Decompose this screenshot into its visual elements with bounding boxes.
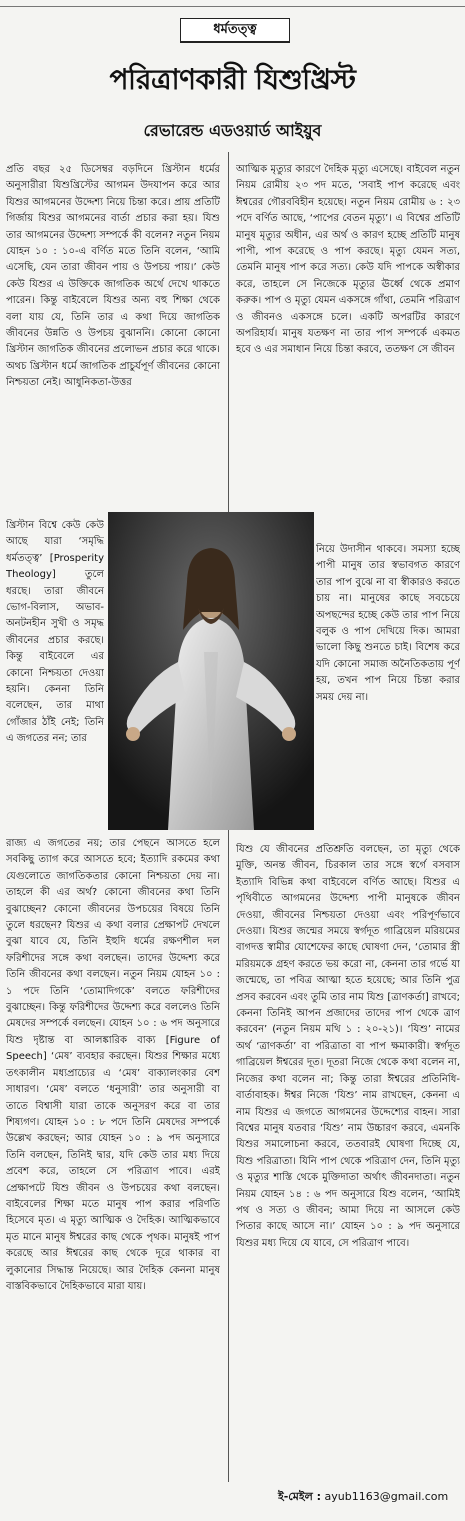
left-column-beside-image <box>6 508 104 826</box>
body-paragraph: রাজ্য এ জগতের নয়; তার পেছনে আসতে হলে সবকিছু ত্যাগ করে আসতে হবে; ইত্যাদি রকমের কথা যেগুলোতে জাগতিকতার কোনো নিশ্চয়তা দেয় না। তাহলে কী এর অর্থ? কোনো জীবনের কথা তিনি বুঝাচ্ছেন? কোনো জীবনের উপচয়ের বিষয়ে তিনি তুলে ধরছেন? যিশুর এ কথা বলার প্রেক্ষাপট দেখলে বুঝা যাবে যে, তিনি ইহুদি ধর্মের রক্ষণশীল দল ফরিশীদের সঙ্গে কথা বলছেন। তাদের উদ্দেশ্য করে তিনি জীবনের কথা বলছেন। নতুন নিয়ম যোহন ১০ : ১ পদে তিনি ‘তোমাদিগকে’ বলতে ফরিশীদের বুঝাচ্ছেন। কিন্তু ফরিশীদের উদ্দেশ্য করে বললেও তিনি মেষদের সম্পর্কে বলছেন। যোহন ১০ : ৬ পদ অনুসারে যিশু দৃষ্টান্ত বা আলঙ্কারিক বাক্য [Figure of Speech] ‘মেষ’ ব্যবহার করছেন। যিশুর শিক্ষার মধ্যে তৎকালীন মধ্যপ্রাচ্যের এ ‘মেষ’ বাক্যালংকার বেশ সাধারণ। ‘মেষ’ বলতে ‘ধনুসারী’ তার অনুসারী বা তাতে বিশ্বাসী যারা তাকে অনুসরণ করে বা তার শিষ্যগণ। যোহন ১০ : ৮ পদে তিনি মেষদের সম্পর্কে উল্লেখ করছেন; আর যোহন ১০ : ৯ পদ অনুসারে তিনি বলছেন, তিনিই দ্বার, যদি কেউ তার মধ্য দিয়ে প্রবেশ করে, তাহলে সে পরিত্রাণ পাবে। এরই প্রেক্ষাপটে যিশু জীবন ও উপচয়ের কথা বলছেন। বাইবেলের শিক্ষা মতে মানুষ পাপ করার পরিণতি হিসেবে মৃত। এ মৃত্যু আত্মিক ও দৈহিক। আত্মিকভাবে মৃত মানে মানুষ ঈশ্বরের কাছ থেকে পৃথক। মানুষই পাপ করেছে আর ঈশ্বরের কাছ থেকে দূরে থাকার বা লুকানোর সিদ্ধান্ত নিয়েছে। আর দৈহিক কেননা মানুষ বাস্তবিকভাবে দৈহিকভাবে মারা যায়। <box>6 838 220 1292</box>
right-column-top <box>236 152 460 532</box>
email-value: ayub1163@gmail.com <box>324 1490 449 1503</box>
header-rule <box>0 0 465 7</box>
article-title: পরিত্রাণকারী যিশুখ্রিস্ট <box>109 63 356 96</box>
author-email <box>278 1488 460 1507</box>
right-column-bottom <box>236 832 460 1482</box>
body-paragraph: যিশু যে জীবনের প্রতিশ্রুতি বলছেন, তা মৃত্যু থেকে মুক্তি, অনন্ত জীবন, চিরকাল তার সঙ্গে স্বর্গে বসবাস ইত্যাদি বিভিন্ন কথা বাইবেলে বর্ণিত আছে। যিশুর এ পৃথিবীতে আগমনের উদ্দেশ্য পাপী মানুষকে জীবন দেওয়া, জীবনের নিশ্চয়তা দেওয়া এবং পরিপূর্ণভাবে দেওয়া। যিশুর জন্মের সময়ে স্বর্গদূত গাব্রিয়েল মরিয়মের বাগদত্ত স্বামীর যোশেফের কাছে ঘোষণা দেন, ‘তোমার স্ত্রী মরিয়মকে গ্রহণ করতে ভয় করো না, কেননা তার গর্ভে যা জন্মেছে, তা পবিত্র আত্মা হতে হয়েছে; আর তিনি পুত্র প্রসব করবেন এবং তুমি তার নাম যিশু [ত্রাণকর্তা] রাখবে; কেননা তিনিই আপন প্রজাদের তাদের পাপ থেকে ত্রাণ করবেন’ (নতুন নিয়ম মথি ১ : ২০-২১)। ‘যিশু’ নামের অর্থ ‘ত্রাণকর্তা’ বা পরিত্রাতা বা পাপ ক্ষমাকারী। স্বর্গদূত গাব্রিয়েল ঈশ্বরের দূত। দূতরা নিজে থেকে কথা বলেন না, নিজের কথা বলেন না; কিন্তু তারা ঈশ্বরের প্রতিনিধি-বার্তাবাহক। ঈশ্বর নিজে ‘যিশু’ নাম রাখছেন, কেননা এ নাম যিশুর এ জগতে আগমনের উদ্দেশ্যের বাহন। সারা বিশ্বের মানুষ যতবার ‘যিশু’ নাম উচ্চারণ করবে, এমনকি যিশুর সমালোচনা করবে, ততবারই ঘোষণা দিচ্ছে যে, যিশু পরিত্রাতা। যিনি পাপ থেকে পরিত্রাণ দেন, তিনি মৃত্যু ও মৃত্যুর শাস্তি থেকে মুক্তিদাতা অর্থাৎ জীবনদাতা। নতুন নিয়ম যোহন ১৪ : ৬ পদ অনুসারে যিশু বলেন, ‘আমিই পথ ও সত্য ও জীবন; আমা দিয়ে না আসলে কেউ পিতার কাছে আসে না।’ যোহন ১০ : ৯ পদ অনুসারে যিশুর মধ্য দিয়ে যে যাবে, সে পরিত্রাণ পাবে। <box>236 844 460 1249</box>
section-label: ধর্মতত্ত্ব <box>213 21 257 37</box>
body-paragraph: আত্মিক মৃত্যুর কারণে দৈহিক মৃত্যু এসেছে। বাইবেল নতুন নিয়ম রোমীয় ২৩ পদ মতে, ‘সবাই পাপ করেছে এবং ঈশ্বরের গৌরববিহীন হয়েছে। নতুন নিয়ম রোমীয় ৬ : ২৩ পদে বর্ণিত আছে, ‘পাপের বেতন মৃত্যু’। এ বিশ্বের প্রতিটি মানুষ মৃত্যুর অধীন, এর অর্থ ও কারণ হচ্ছে প্রতিটি মানুষ পাপী, পাপ করেছে ও পাপ করছে। মৃত্যু যেমন সত্য, তেমনি মানুষ পাপ করে সত্য। কেউ যদি পাপকে অস্বীকার করে, তাহলে সে নিজেকে মৃত্যুর ঊর্ধ্বে থেকে প্রমাণ করুক। পাপ ও মৃত্যু যেমন একসঙ্গে গাঁথা, তেমনি পরিত্রাণ ও জীবনও একসঙ্গে চলে। একটি অপরটির কারণে অপরিহার্য। মানুষ যতক্ষণ না তার পাপ সম্পর্কে একমত হবে ও এর সমাধান নিয়ে চিন্তা করবে, ততক্ষণ সে জীবন <box>236 164 460 356</box>
body-paragraph: খ্রিস্টান বিশ্বে কেউ কেউ আছে যারা ‘সমৃদ্ধি ধর্মতত্ত্ব’ [Prosperity Theology] তুলে ধরছে। তারা জীবনে ভোগ-বিলাস, অভাব-অনটনহীন সুখী ও সমৃদ্ধ জীবনের প্রচার করছে। কিন্তু বাইবেলে এর কোনো নিশ্চয়তা দেওয়া হয়নি। কেননা তিনি বলেছেন, তার মাথা গোঁজার ঠাঁই নেই; তিনি এ জগতের নন; তার <box>6 520 104 745</box>
body-paragraph: নিয়ে উদাসীন থাকবে। সমস্যা হচ্ছে পাপী মানুষ তার স্বভাবগত কারণে তার পাপ বুঝে না বা স্বীকারও করতে চায় না। মানুষের কাছে সবচেয়ে অপছন্দের হচ্ছে কেউ তার পাপ নিয়ে বলুক ও পাপ দেখিয়ে দিক। আমরা ভালো কিছু শুনতে চাই। বিশেষ করে যদি কোনো সমাজ অনৈতিকতায় পূর্ণ হয়, তখন পাপ নিয়ে চিন্তা করার সময় দেয় না। <box>316 544 460 703</box>
right-column-beside-image <box>316 532 460 832</box>
body-paragraph: প্রতি বছর ২৫ ডিসেম্বর বড়দিনে খ্রিস্টান ধর্মের অনুসারীরা যিশুখ্রিস্টের আগমন উদযাপন করে আর যিশুর আগমনের উদ্দেশ্য নিয়ে চিন্তা করে। প্রায় প্রতিটি গির্জায় যিশুর আগমনের বার্তা প্রচার করা হয়। যিশু তার আগমনের উদ্দেশ্য সম্পর্কে কী বলেন? নতুন নিয়ম যোহন ১০ : ১০-এ বর্ণিত মতে তিনি বলেন, ‘আমি এসেছি, যেন তারা জীবন পায় ও উপচয় পায়।’ কেউ কেউ যিশুর এ উক্তিকে জাগতিক অর্থে দেখে থাকতে পারেন। কিন্তু বাইবেলে যিশুর অন্য বহু শিক্ষা থেকে বলা যায় যে, তিনি তার এ কথা দিয়ে জাগতিক জীবনের উন্নতি ও উপচয় বুঝাননি। কোনো কোনো খ্রিস্টান জাগতিক জীবনের প্রলোভন প্রচার করে থাকে। অথচ খ্রিস্টান ধর্মে জাগতিক প্রাচুর্যপূর্ণ জীবনের কোনো নিশ্চয়তা নেই। আধুনিকতা-উত্তর <box>6 164 220 389</box>
left-column-bottom <box>6 826 220 1486</box>
jesus-photo <box>108 512 314 830</box>
jesus-figure-illustration <box>108 512 314 830</box>
article-byline: রেভারেন্ড এডওয়ার্ড আইয়ুব <box>143 121 322 140</box>
email-label: ই-মেইল : <box>278 1490 322 1503</box>
section-tag <box>180 18 290 43</box>
left-column-top <box>6 152 220 508</box>
